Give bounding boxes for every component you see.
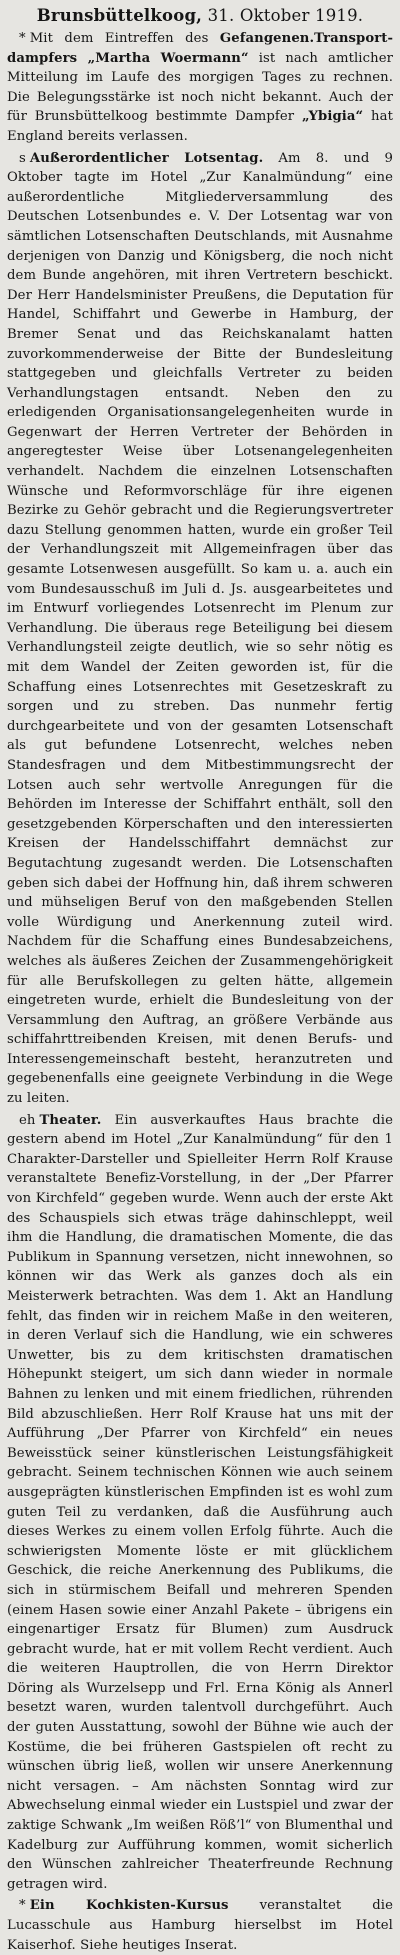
item-marker: * (19, 31, 26, 46)
news-item (7, 1111, 393, 1895)
news-item (7, 1896, 393, 1955)
emphasis-text: „Ybigia“ (302, 109, 364, 125)
article-list (7, 29, 393, 1955)
body-text: ist nach amtlicher Mitteilung im Laufe des morgigen Tages zu rechnen. Die Belegungsstärke ist noch nicht bekannt. Auch der für Brunsbüttelkoog bestimmte Dampfer (7, 50, 394, 125)
emphasis-text: Gefangenen.Transportdampfers „Martha Woermann“ (7, 31, 393, 66)
dateline (7, 4, 393, 28)
item-headline: Ein Kochkisten-Kursus (29, 1898, 229, 1914)
news-item (7, 29, 393, 147)
news-item (7, 149, 393, 1109)
item-marker: * (19, 1898, 26, 1914)
body-text: Ein ausverkauftes Haus brachte die gestern abend im Hotel „Zur Kanalmündung“ für den 1 Charakter-Darsteller und Spielleiter Herrn Rolf Krause veranstaltete Benefiz-Vorstellung, in der „Der Pfarrer von Kirchfeld“ gegeben wurde. Wenn auch der erste Akt des Schauspiels sich etwas träge dahinschleppt, weil ihm die Handlung, die dramatischen Momente, die das Publikum in Spannung versetzen, nicht innewohnen, so können wir das Werk als ganzes doch als ein Meisterwerk betrachten. Was dem 1. Akt an Handlung fehlt, das finden wir in reichem Maße in den weiteren, in deren Verlauf sich die Handlung, wie ein schweres Unwetter, bis zu dem kritischsten dramatischen Höhepunkt steigert, um sich dann wieder in normale Bahnen zu lenken und mit einem friedlichen, rührenden Bild abzuschließen. Herr Rolf Krause hat uns mit der Aufführung „Der Pfarrer von Kirchfeld“ ein neues Beweisstück seiner künstlerischen Leistungsfähigkeit gebracht. Seinem technischen Können wie auch seinem ausgeprägten künstlerischen Empfinden ist es wohl zum guten Teil zu verdanken, daß die Ausführung auch dieses Werkes zu einem vollen Erfolg führte. Auch die schwierigsten Momente löste er mit glücklichem Geschick, die reiche Anerkennung des Publikums, die sich in stürmischem Beifall und mehreren Spenden (einem Hasen sowie einer Anzahl Pakete – übrigens ein eingenartiger Ersatz für Blumen) zum Ausdruck gebracht wurde, hat er mit vollem Recht verdient. Auch die weiteren Hauptrollen, die von Herrn Direktor Döring als Wurzelsepp und Frl. Erna König als Annerl besetzt waren, wurden talentvoll durchgeführt. Auch der guten Ausstattung, sowohl der Bühne wie auch der Kostüme, die bei früheren Gastspielen oft recht zu wünschen übrig ließ, wollen wir unsere Anerkennung nicht versagen. – Am nächsten Sonntag wird zur Abwechselung einmal wieder ein Lustspiel und zwar der zaktige Schwank „Im weißen Röß’l“ von Blumenthal und Kadelburg zur Aufführung kommen, womit sicherlich den Wünschen zahlreicher Theaterfreunde Rechnung getragen wird. (7, 1112, 393, 1892)
item-marker: s (19, 150, 26, 166)
item-headline: Theater. (39, 1112, 102, 1128)
body-text: veranstaltet die Lucasschule aus Hamburg hierselbst im Hotel Kaiserhof. Siehe heutiges Inserat. (7, 1898, 394, 1953)
item-headline: Außerordentlicher Lotsentag. (29, 150, 264, 166)
body-text: Mit dem Eintreffen des (29, 31, 220, 46)
body-text: hat England bereits verlassen. (7, 109, 394, 144)
dateline-date: 31. Oktober 1919. (207, 6, 364, 25)
item-marker: eh (19, 1112, 36, 1128)
body-text: Am 8. und 9 Oktober tagte im Hotel „Zur Kanalmündung“ eine außerordentliche Mitgliederversammlung des Deutschen Lotsenbundes e. V. Der Lotsentag war von sämtlichen Lotsenschaften Deutschlands, mit Ausnahme derjenigen von Danzig und Königsberg, die noch nicht dem Bunde angehören, mit ihren Vertretern beschickt. Der Herr Handelsminister Preußens, die Deputation für Handel, Schiffahrt und Gewerbe in Hamburg, der Bremer Senat und das Reichskanalamt hatten zuvorkommenderweise der Bitte der Bundesleitung stattgegeben und gleichfalls Vertreter zu beiden Verhandlungstagen entsandt. Neben den zu erledigenden Organisationsangelegenheiten wurde in Gegenwart der Herren Vertreter der Behörden in angeregtester Weise über Lotsenangelegenheiten verhandelt. Nachdem die einzelnen Lotsenschaften Wünsche und Reformvorschläge für ihre eigenen Bezirke zu Gehör gebracht und die Regierungsvertreter dazu Stellung genommen hatten, wurde ein großer Teil der Verhandlungszeit mit Allgemeinfragen über das gesamte Lotsenwesen ausgefüllt. So kam u. a. auch ein vom Bundesausschuß im Juli d. Js. ausgearbeitetes und im Entwurf vorliegendes Lotsenrecht im Plenum zur Verhandlung. Die überaus rege Beteiligung bei diesem Verhandlungsteil zeigte deutlich, wie so sehr nötig es mit dem Wandel der Zeiten geworden ist, für die Schaffung eines Lotsenrechtes mit Gesetzeskraft zu sorgen und zu streben. Das nunmehr fertig durchgearbeitete und von der gesamten Lotsenschaft als gut befundene Lotsenrecht, welches neben Standesfragen und dem Mitbestimmungsrecht der Lotsen auch sehr wertvolle Anregungen für die Behörden im Interesse der Schiffahrt enthält, soll den gesetzgebenden Körperschaften und den interessierten Kreisen der Handelsschiffahrt demnächst zur Begutachtung zugesandt werden. Die Lotsenschaften geben sich dabei der Hoffnung hin, daß ihrem schweren und mühseligen Beruf von den maßgebenden Stellen volle Würdigung und Anerkennung zuteil wird. Nachdem für die Schaffung eines Bundesabzeichens, welches als äußeres Zeichen der Zusammengehörigkeit für alle Berufskollegen zu gelten hätte, allgemein eingetreten wurde, erhielt die Bundesleitung von der Versammlung den Auftrag, an größere Verbände aus schiffahrttreibenden Kreisen, mit denen Berufs- und Interessengemeinschaft besteht, heranzutreten und gegebenenfalls eine geeignete Verbindung in die Wege zu leiten. (7, 150, 393, 1107)
dateline-place: Brunsbüttelkoog, (36, 6, 203, 25)
